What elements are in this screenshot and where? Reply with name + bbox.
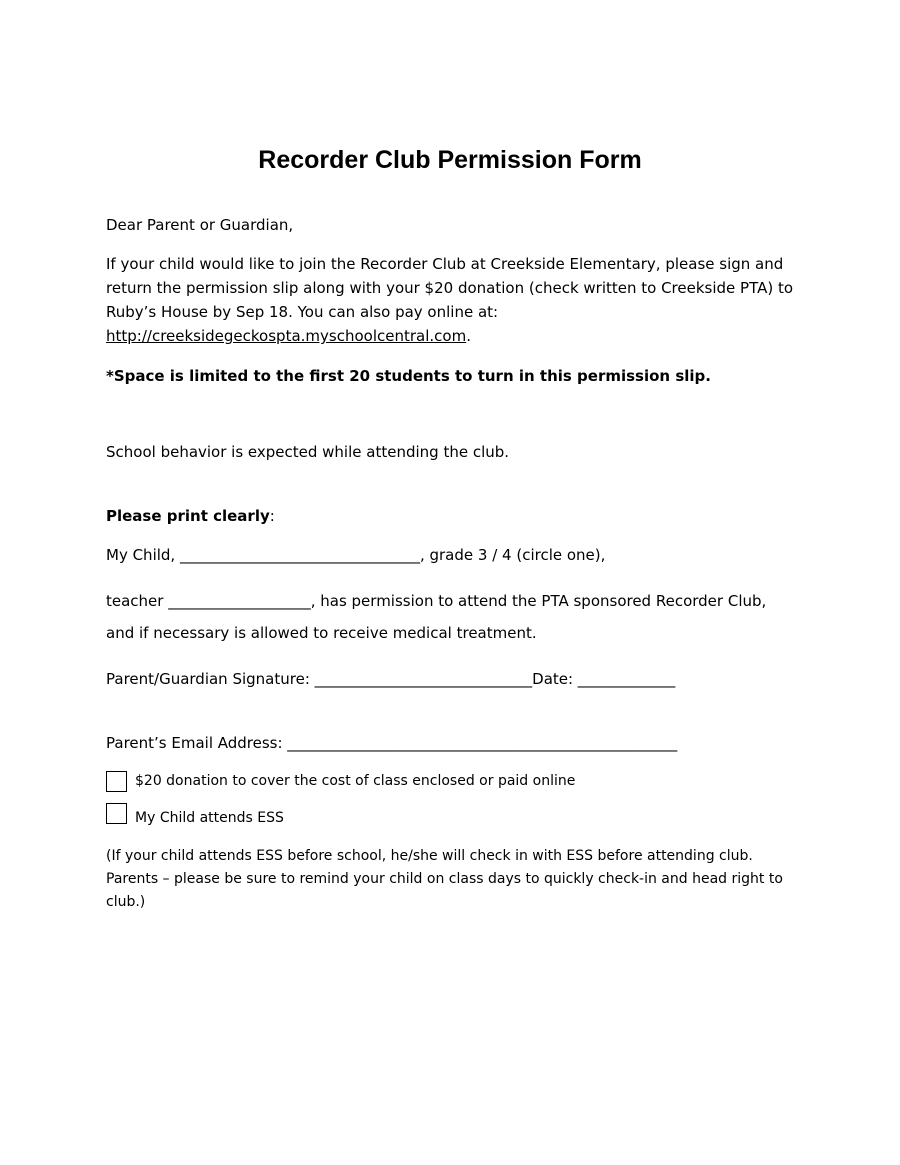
ess-checkbox[interactable] xyxy=(106,803,127,824)
link-period: . xyxy=(466,327,471,345)
child-name-line: My Child, ________________________________, grade 3 / 4 (circle one), xyxy=(106,546,606,564)
behavior-note: School behavior is expected while attending the club. xyxy=(106,443,510,461)
intro-line-2: return the permission slip along with your $20 donation (check written to Creekside PTA) to xyxy=(106,279,794,297)
space-limited-note: *Space is limited to the first 20 students to turn in this permission slip. xyxy=(106,367,711,385)
signature-date-line: Parent/Guardian Signature: _____________________________Date: _____________ xyxy=(106,670,676,688)
medical-line: and if necessary is allowed to receive medical treatment. xyxy=(106,624,537,642)
intro-line-3: Ruby’s House by Sep 18. You can also pay online at: xyxy=(106,303,499,321)
greeting: Dear Parent or Guardian, xyxy=(106,216,294,234)
print-clearly-colon: : xyxy=(269,507,275,525)
ess-note: (If your child attends ESS before school, he/she will check in with ESS before attending club. Parents – please be sure to remind your child on class days to quickly check-in and head right to club.) xyxy=(106,848,783,910)
print-clearly-label: Please print clearly xyxy=(106,507,270,525)
intro-line-1: If your child would like to join the Recorder Club at Creekside Elementary, please sign and xyxy=(106,255,784,273)
email-line: Parent’s Email Address: ____________________________________________________ xyxy=(106,734,678,752)
payment-link-line xyxy=(106,324,471,348)
ess-checkbox-label: My Child attends ESS xyxy=(135,810,284,826)
form-title: Recorder Club Permission Form xyxy=(258,146,642,174)
print-clearly-heading xyxy=(106,504,275,528)
donation-checkbox-label: $20 donation to cover the cost of class enclosed or paid online xyxy=(135,773,576,789)
payment-link[interactable]: http://creeksidegeckospta.myschoolcentral.com xyxy=(106,327,467,345)
teacher-line: teacher ___________________, has permission to attend the PTA sponsored Recorder Club, xyxy=(106,592,767,610)
donation-checkbox[interactable] xyxy=(106,771,127,792)
